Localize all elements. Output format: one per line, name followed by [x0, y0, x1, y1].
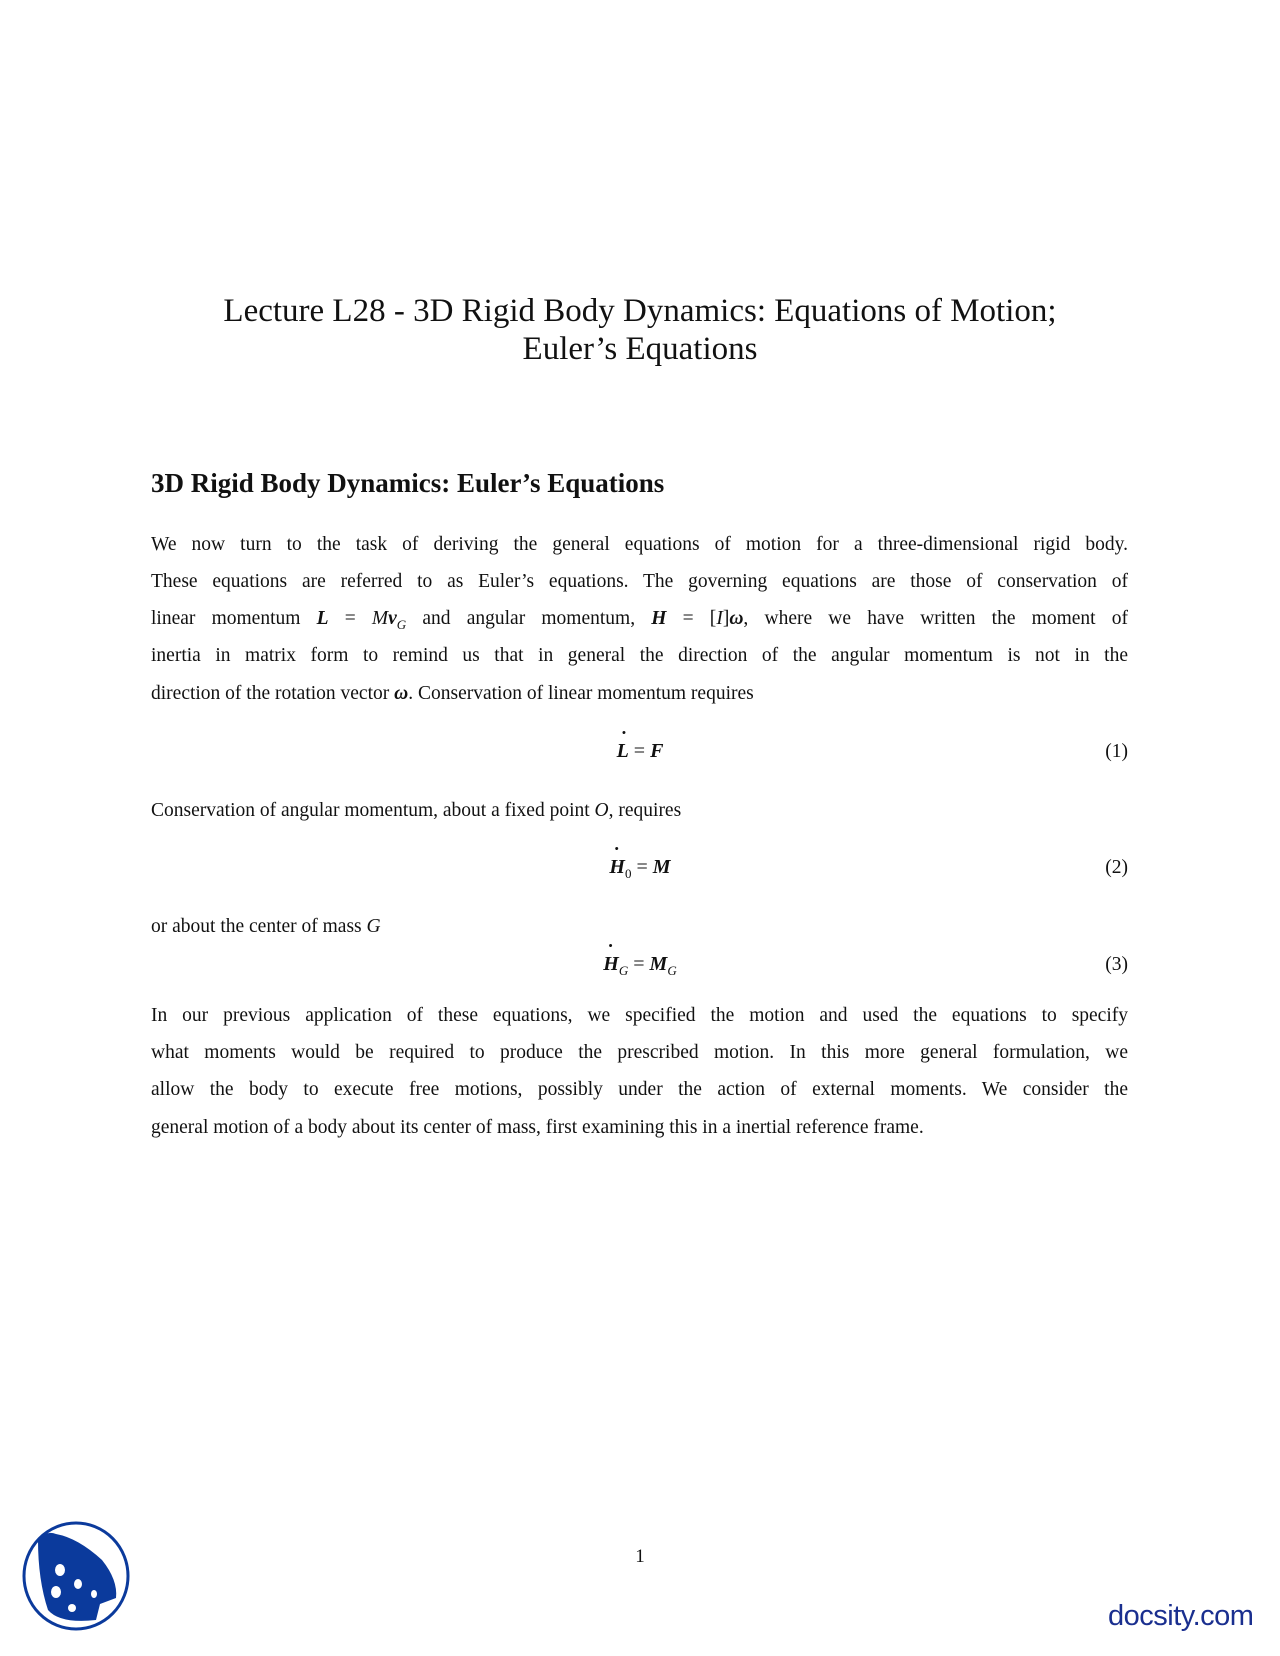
math-H-dot: ˙ H: [603, 953, 619, 976]
paragraph-line: [151, 915, 1128, 939]
page-number: 1: [635, 1546, 645, 1567]
text: or about the center of mass: [151, 916, 367, 937]
text: Conservation of angular momentum, about a fixed point: [151, 800, 595, 821]
text: direction of the rotation vector: [151, 683, 395, 704]
math-bracket: ]: [722, 608, 730, 629]
math-M: M: [649, 953, 668, 975]
equation-number-2: (2): [1105, 857, 1128, 878]
section-heading: 3D Rigid Body Dynamics: Euler’s Equations: [151, 468, 665, 498]
math-omega: ω: [394, 683, 409, 704]
paragraph-line: inertia in matrix form to remind us that in general the direction of the angular momentum is not in the: [151, 645, 1128, 666]
math-eq: = [: [666, 608, 717, 629]
text: . Conservation of linear momentum requires: [408, 683, 754, 704]
text: , requires: [608, 800, 682, 821]
math-sub-0: 0: [624, 866, 632, 881]
math-I: I: [716, 608, 723, 629]
equation-1: [0, 740, 1280, 763]
equation-3: [0, 953, 1280, 979]
equation-number-3: (3): [1105, 954, 1128, 975]
paragraph-line: We now turn to the task of deriving the general equations of motion for a three-dimensional rigid body.: [151, 534, 1128, 555]
math-L-dot: ˙ L: [617, 740, 629, 763]
math-G: G: [366, 916, 381, 937]
math-omega: ω: [729, 608, 744, 629]
math-H-dot: ˙ H: [609, 856, 625, 879]
paragraph-line: general motion of a body about its center of mass, first examining this in a inertial reference frame.: [151, 1117, 924, 1138]
document-title-line-2: Euler’s Equations: [522, 331, 758, 367]
paragraph-line: These equations are referred to as Euler’s equations. The governing equations are those of conservation of: [151, 571, 1128, 592]
math-eq: =: [628, 953, 650, 975]
paragraph-line: [151, 607, 1128, 637]
math-sub-G: G: [667, 963, 677, 978]
text: linear momentum: [151, 608, 317, 629]
math-M: M: [652, 856, 671, 878]
text: and angular momentum,: [422, 608, 652, 629]
paragraph-line: In our previous application of these equations, we specified the motion and used the equations to specify: [151, 1005, 1128, 1026]
docsity-link[interactable]: docsity.com: [1108, 1600, 1254, 1632]
math-sub-G: G: [396, 616, 407, 632]
paragraph-line: [151, 799, 1128, 823]
math-O: O: [594, 800, 609, 821]
math-eq: =: [631, 856, 653, 878]
math-L: L: [316, 608, 329, 629]
paragraph-line: allow the body to execute free motions, possibly under the action of external moments. We consider the: [151, 1079, 1128, 1100]
math-sub-G: G: [618, 963, 629, 978]
math-v: v: [388, 608, 397, 629]
paragraph-line: what moments would be required to produce the prescribed motion. In this more general formulation, we: [151, 1042, 1128, 1063]
docsity-logo-icon[interactable]: [20, 1520, 132, 1632]
math-F: F: [650, 740, 664, 762]
document-title-line-1: Lecture L28 - 3D Rigid Body Dynamics: Equations of Motion;: [223, 293, 1057, 329]
equation-2: [0, 856, 1280, 882]
text: , where we have written the moment of: [743, 608, 1128, 629]
math-H: H: [651, 608, 667, 629]
math-eq: =: [628, 740, 651, 762]
paragraph-line: [151, 682, 1128, 706]
math-eq: =: [328, 608, 372, 629]
equation-number-1: (1): [1105, 741, 1128, 762]
math-M: M: [371, 608, 389, 629]
